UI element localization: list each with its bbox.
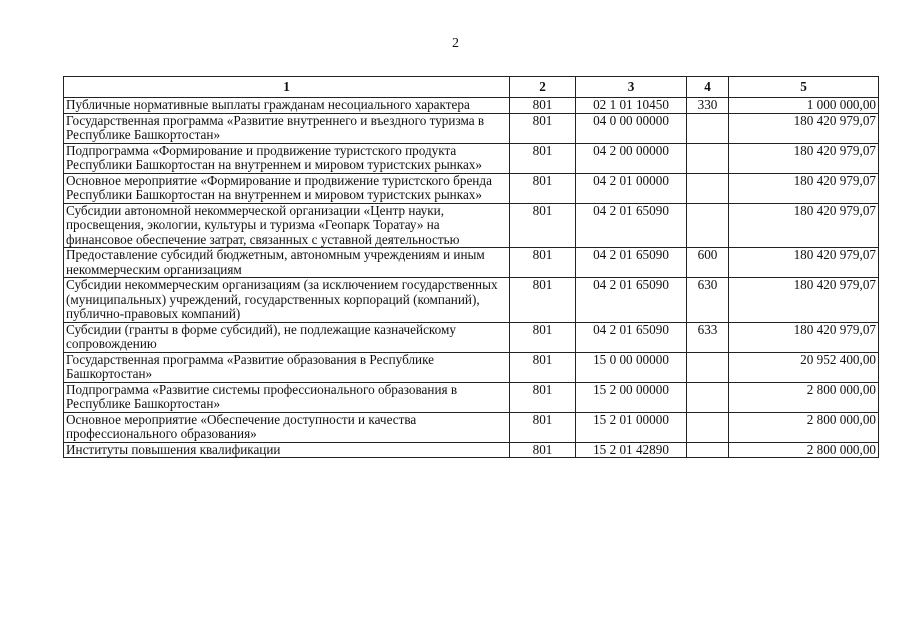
cell-department-code: 801	[510, 173, 576, 203]
cell-name: Основное мероприятие «Формирование и продвижение туристского бренда Республики Башкортостан на внутреннем и мировом туристских рынках»	[64, 173, 510, 203]
cell-target-article: 15 2 01 00000	[576, 412, 687, 442]
cell-target-article: 15 2 01 42890	[576, 442, 687, 458]
cell-name: Публичные нормативные выплаты гражданам несоциального характера	[64, 98, 510, 114]
cell-target-article: 04 2 01 00000	[576, 173, 687, 203]
column-header-2: 2	[510, 77, 576, 98]
cell-amount: 1 000 000,00	[729, 98, 879, 114]
column-header-4: 4	[687, 77, 729, 98]
cell-department-code: 801	[510, 143, 576, 173]
cell-amount: 180 420 979,07	[729, 173, 879, 203]
cell-department-code: 801	[510, 412, 576, 442]
cell-department-code: 801	[510, 442, 576, 458]
cell-department-code: 801	[510, 98, 576, 114]
table-row	[64, 248, 879, 278]
cell-department-code: 801	[510, 382, 576, 412]
table-row	[64, 412, 879, 442]
table-row	[64, 382, 879, 412]
cell-name: Подпрограмма «Развитие системы профессионального образования в Республике Башкортостан»	[64, 382, 510, 412]
cell-amount: 2 800 000,00	[729, 442, 879, 458]
cell-department-code: 801	[510, 322, 576, 352]
cell-name: Основное мероприятие «Обеспечение доступности и качества профессионального образования»	[64, 412, 510, 442]
cell-expense-type	[687, 352, 729, 382]
cell-amount: 180 420 979,07	[729, 248, 879, 278]
cell-name: Государственная программа «Развитие образования в Республике Башкортостан»	[64, 352, 510, 382]
cell-amount: 180 420 979,07	[729, 322, 879, 352]
cell-expense-type	[687, 382, 729, 412]
cell-department-code: 801	[510, 203, 576, 248]
cell-name: Институты повышения квалификации	[64, 442, 510, 458]
cell-name: Государственная программа «Развитие внутреннего и въездного туризма в Республике Башкортостан»	[64, 113, 510, 143]
cell-target-article: 02 1 01 10450	[576, 98, 687, 114]
cell-target-article: 04 2 01 65090	[576, 322, 687, 352]
cell-name: Подпрограмма «Формирование и продвижение туристского продукта Республики Башкортостан на внутреннем и мировом туристских рынках»	[64, 143, 510, 173]
table-row	[64, 173, 879, 203]
cell-amount: 2 800 000,00	[729, 412, 879, 442]
cell-expense-type: 330	[687, 98, 729, 114]
cell-expense-type: 600	[687, 248, 729, 278]
cell-name: Субсидии некоммерческим организациям (за исключением государственных (муниципальных) учреждений, государственных корпораций (компаний), публично-правовых компаний)	[64, 278, 510, 323]
cell-expense-type	[687, 173, 729, 203]
cell-amount: 180 420 979,07	[729, 203, 879, 248]
cell-expense-type: 633	[687, 322, 729, 352]
cell-target-article: 04 2 00 00000	[576, 143, 687, 173]
cell-target-article: 04 2 01 65090	[576, 203, 687, 248]
column-header-5: 5	[729, 77, 879, 98]
cell-department-code: 801	[510, 113, 576, 143]
cell-amount: 2 800 000,00	[729, 382, 879, 412]
table-row	[64, 322, 879, 352]
cell-name: Предоставление субсидий бюджетным, автономным учреждениям и иным некоммерческим организациям	[64, 248, 510, 278]
cell-department-code: 801	[510, 248, 576, 278]
cell-target-article: 15 2 00 00000	[576, 382, 687, 412]
cell-amount: 180 420 979,07	[729, 143, 879, 173]
table-row	[64, 98, 879, 114]
cell-expense-type	[687, 143, 729, 173]
cell-target-article: 04 2 01 65090	[576, 248, 687, 278]
cell-amount: 20 952 400,00	[729, 352, 879, 382]
table-row	[64, 143, 879, 173]
table-row	[64, 352, 879, 382]
cell-target-article: 15 0 00 00000	[576, 352, 687, 382]
page-number: 2	[452, 36, 459, 51]
cell-amount: 180 420 979,07	[729, 113, 879, 143]
cell-expense-type	[687, 412, 729, 442]
cell-target-article: 04 0 00 00000	[576, 113, 687, 143]
cell-amount: 180 420 979,07	[729, 278, 879, 323]
column-header-3: 3	[576, 77, 687, 98]
budget-table	[63, 76, 879, 458]
cell-expense-type	[687, 442, 729, 458]
table-row	[64, 442, 879, 458]
table-row	[64, 113, 879, 143]
column-header-1: 1	[64, 77, 510, 98]
cell-expense-type: 630	[687, 278, 729, 323]
table-header-row	[64, 77, 879, 98]
table-row	[64, 278, 879, 323]
cell-department-code: 801	[510, 352, 576, 382]
cell-name: Субсидии (гранты в форме субсидий), не подлежащие казначейскому сопровождению	[64, 322, 510, 352]
cell-department-code: 801	[510, 278, 576, 323]
cell-name: Субсидии автономной некоммерческой организации «Центр науки, просвещения, экологии, культуры и туризма «Геопарк Торатау» на финансовое обеспечение затрат, связанных с уставной деятельностью	[64, 203, 510, 248]
table-row	[64, 203, 879, 248]
cell-expense-type	[687, 203, 729, 248]
cell-expense-type	[687, 113, 729, 143]
cell-target-article: 04 2 01 65090	[576, 278, 687, 323]
